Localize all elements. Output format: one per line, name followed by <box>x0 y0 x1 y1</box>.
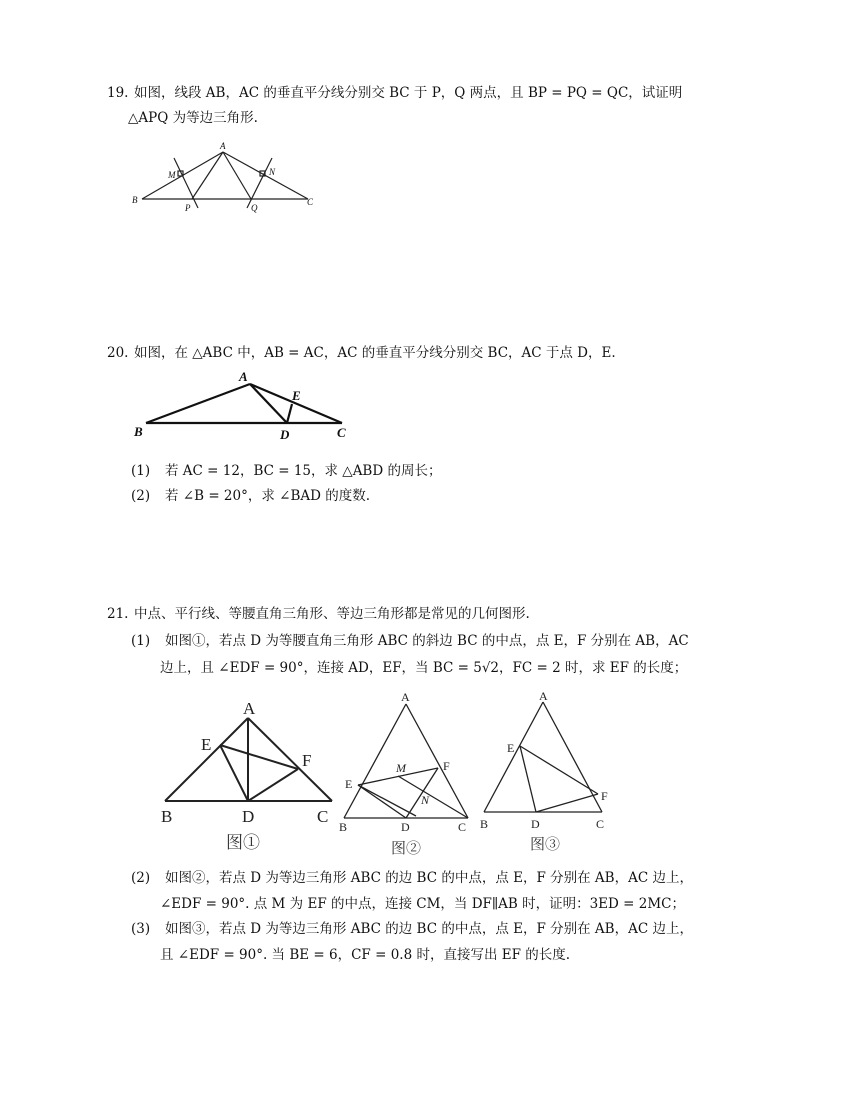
q21-fig3-label-F: F <box>601 789 608 803</box>
q21-part2-line1: 如图②，若点 D 为等边三角形 ABC 的边 BC 的中点，点 E，F 分别在 AB，AC 边上， <box>165 870 693 886</box>
q19-number: 19. <box>107 85 129 101</box>
q21-fig2-label-F: F <box>443 759 450 773</box>
q21-intro: 中点、平行线、等腰直角三角形、等边三角形都是常见的几何图形. <box>134 606 530 622</box>
q19-figure <box>128 138 328 216</box>
q21-part3-line1: 如图③，若点 D 为等边三角形 ABC 的边 BC 的中点，点 E，F 分别在 AB，AC 边上， <box>165 921 693 937</box>
q21-fig2-label-B: B <box>339 820 348 834</box>
q21-fig3-label-E: E <box>507 741 515 755</box>
q20-label-A: A <box>239 369 248 384</box>
q20-number: 20. <box>107 345 129 361</box>
q21-part1-number: (1) <box>131 633 151 649</box>
q20-part2-number: (2) <box>131 488 151 504</box>
q19-label-A: A <box>220 141 226 151</box>
q19-label-Q: Q <box>251 203 258 213</box>
q19-label-B: B <box>132 195 138 205</box>
q21-fig1-label-B: B <box>161 807 173 826</box>
q21-figure-3 <box>478 688 618 856</box>
q20-label-D: D <box>280 427 290 442</box>
q19-label-P: P <box>185 203 191 213</box>
q20-part1-number: (1) <box>131 463 151 479</box>
q21-fig2-label-C: C <box>458 820 467 834</box>
q21-fig1-label-D: D <box>242 807 255 826</box>
q19-label-M: M <box>168 170 176 180</box>
q21-fig1-label-E: E <box>201 735 212 754</box>
q21-fig2-label-D: D <box>401 820 410 834</box>
q21-figure-1 <box>160 694 340 858</box>
q21-fig1-label-F: F <box>302 751 312 770</box>
q21-fig2-label-E: E <box>345 777 353 791</box>
q19-text-line2: △APQ 为等边三角形. <box>128 110 258 126</box>
q21-caption-1: 图① <box>226 833 260 852</box>
q21-part2-line2: ∠EDF = 90°. 点 M 为 EF 的中点，连接 CM，当 DF∥AB 时，证明：3ED = 2MC； <box>160 896 685 912</box>
q21-number: 21. <box>107 606 129 622</box>
q21-part3-line2: 且 ∠EDF = 90°. 当 BE = 6，CF = 0.8 时，直接写出 EF 的长度. <box>160 947 571 963</box>
q21-caption-2: 图② <box>391 841 422 857</box>
q20-figure <box>130 368 360 443</box>
q20-label-E: E <box>292 388 301 403</box>
q19-text-line1: 如图，线段 AB，AC 的垂直平分线分别交 BC 于 P，Q 两点，且 BP = PQ = QC，试证明 <box>134 85 683 101</box>
q21-fig2-label-A: A <box>401 690 410 704</box>
q21-fig3-label-C: C <box>596 817 605 831</box>
q21-figure-2 <box>336 688 476 860</box>
q21-fig3-label-B: B <box>480 817 489 831</box>
q19-label-N: N <box>269 167 276 177</box>
q21-fig2-label-M: M <box>396 761 406 775</box>
q20-part2-text: 若 ∠B = 20°，求 ∠BAD 的度数. <box>165 488 371 504</box>
q20-label-C: C <box>337 425 346 440</box>
q21-caption-3: 图③ <box>530 837 561 853</box>
q21-part3-number: (3) <box>131 921 151 937</box>
q19-label-C: C <box>307 197 314 207</box>
q20-text: 如图，在 △ABC 中，AB = AC，AC 的垂直平分线分别交 BC，AC 于点 D，E. <box>134 345 616 361</box>
q20-label-B: B <box>134 424 143 439</box>
q21-part1-line1: 如图①，若点 D 为等腰直角三角形 ABC 的斜边 BC 的中点，点 E，F 分别在 AB，AC <box>165 633 689 649</box>
q20-part1-text: 若 AC = 12，BC = 15，求 △ABD 的周长； <box>165 463 442 479</box>
q21-fig2-label-N: N <box>421 793 430 807</box>
q21-fig1-label-C: C <box>317 807 329 826</box>
q21-fig3-label-D: D <box>531 817 540 831</box>
q21-fig1-label-A: A <box>243 699 256 718</box>
q21-part1-line2: 边上，且 ∠EDF = 90°，连接 AD，EF，当 BC = 5√2，FC = 2 时，求 EF 的长度； <box>160 660 688 676</box>
q21-fig3-label-A: A <box>539 689 548 703</box>
q21-part2-number: (2) <box>131 870 151 886</box>
